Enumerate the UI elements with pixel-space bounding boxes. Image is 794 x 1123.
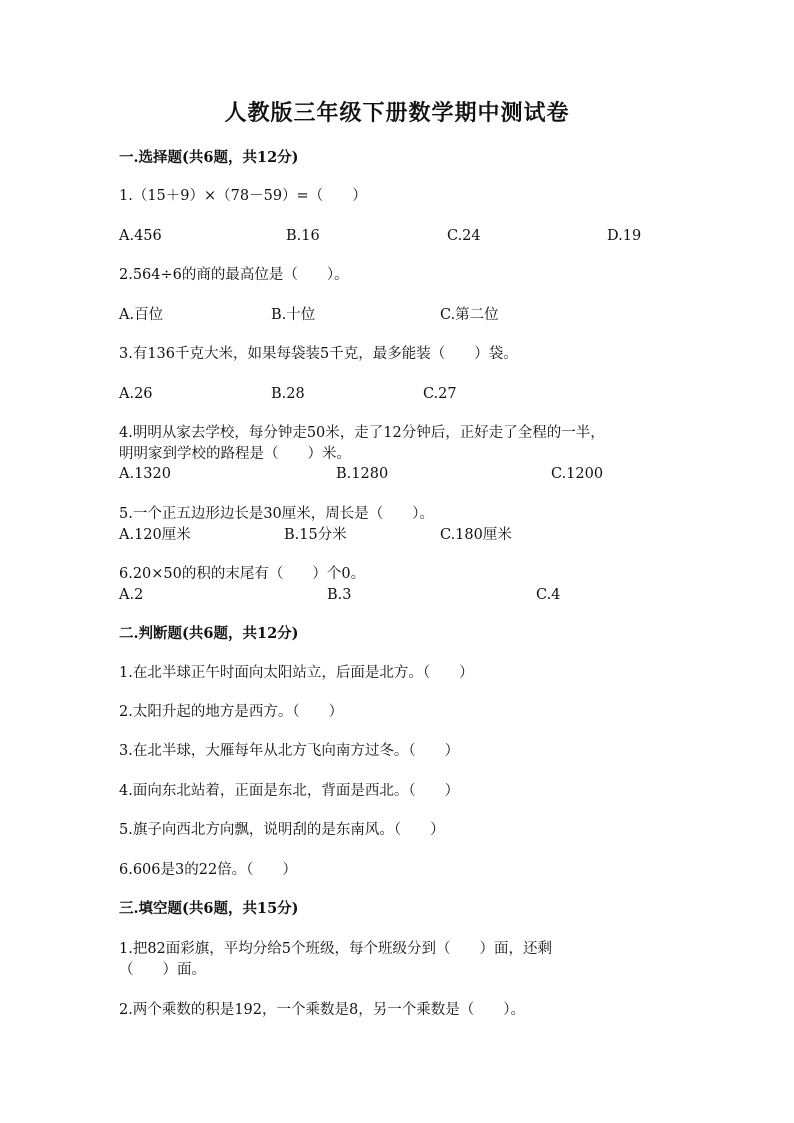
option-c: C.第二位 xyxy=(440,307,499,323)
question-text: 1.（15＋9）×（78－59）=（ ） xyxy=(119,188,367,204)
page-title: 人教版三年级下册数学期中测试卷 xyxy=(224,100,570,126)
question-text: 6.606是3的22倍。（ ） xyxy=(119,862,297,878)
question-text: 3.在北半球，大雁每年从北方飞向南方过冬。（ ） xyxy=(119,743,460,759)
option-a: A.120厘米 xyxy=(119,527,191,543)
option-b: B.3 xyxy=(327,587,352,603)
option-a: A.2 xyxy=(119,587,144,603)
question-text: 6.20×50的积的末尾有（ ）个0。 xyxy=(119,566,366,582)
option-b: B.15分米 xyxy=(284,527,347,543)
option-b: B.16 xyxy=(286,228,320,244)
question-text-continued: 明明家到学校的路程是（ ）米。 xyxy=(119,446,351,462)
option-a: A.1320 xyxy=(119,466,171,482)
option-c: C.4 xyxy=(536,587,561,603)
option-d: D.19 xyxy=(607,228,642,244)
question-text: 4.明明从家去学校，每分钟走50米，走了12分钟后，正好走了全程的一半， xyxy=(119,425,605,441)
question-text: 2.564÷6的商的最高位是（ ）。 xyxy=(119,267,349,283)
question-text: 2.两个乘数的积是192，一个乘数是8，另一个乘数是（ ）。 xyxy=(119,1002,525,1018)
option-b: B.十位 xyxy=(271,307,316,323)
option-b: B.28 xyxy=(271,386,305,402)
question-text: 1.在北半球正午时面向太阳站立，后面是北方。（ ） xyxy=(119,665,474,681)
question-text: 2.太阳升起的地方是西方。（ ） xyxy=(119,704,344,720)
section-heading-fill-in: 三.填空题(共6题，共15分) xyxy=(119,900,299,917)
question-text: 1.把82面彩旗，平均分给5个班级，每个班级分到（ ）面，还剩 xyxy=(119,941,553,957)
option-c: C.1200 xyxy=(551,466,604,482)
question-text: 5.旗子向西北方向飘，说明刮的是东南风。（ ） xyxy=(119,822,445,838)
question-text-continued: （ ）面。 xyxy=(119,962,206,978)
option-b: B.1280 xyxy=(336,466,389,482)
option-a: A.26 xyxy=(119,386,153,402)
question-text: 3.有136千克大米，如果每袋装5千克，最多能装（ ）袋。 xyxy=(119,346,518,362)
option-c: C.24 xyxy=(447,228,481,244)
question-text: 5.一个正五边形边长是30厘米，周长是（ ）。 xyxy=(119,506,435,522)
option-c: C.180厘米 xyxy=(440,527,512,543)
section-heading-choice: 一.选择题(共6题，共12分) xyxy=(119,149,299,166)
section-heading-judgement: 二.判断题(共6题，共12分) xyxy=(119,625,299,642)
option-a: A.百位 xyxy=(119,307,164,323)
question-text: 4.面向东北站着，正面是东北，背面是西北。（ ） xyxy=(119,783,460,799)
option-c: C.27 xyxy=(423,386,457,402)
option-a: A.456 xyxy=(119,228,162,244)
